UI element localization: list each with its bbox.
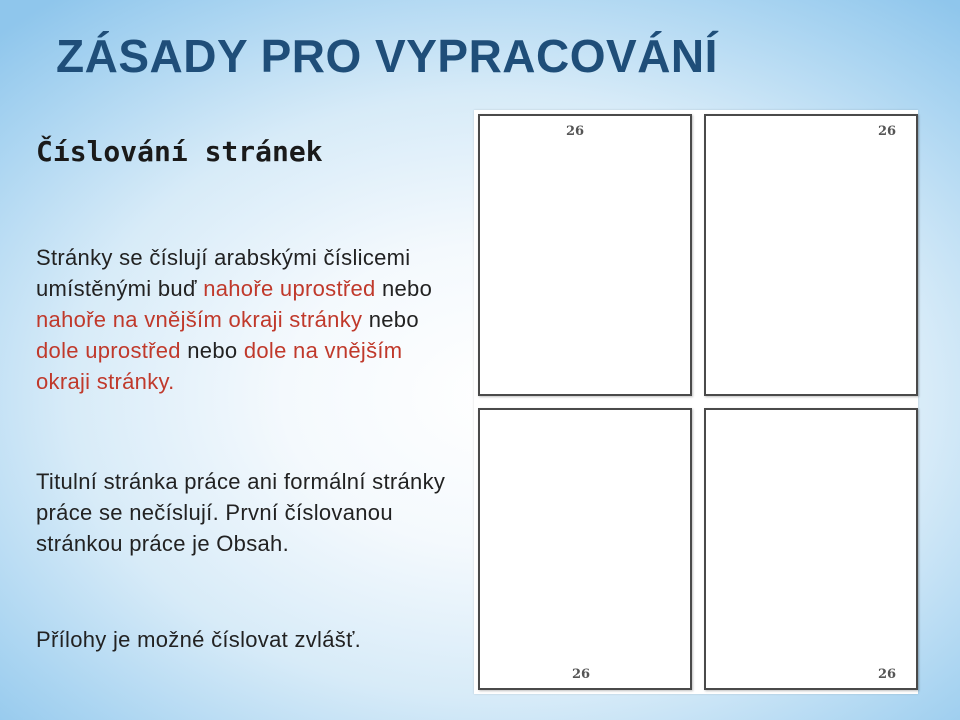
slide-title: ZÁSADY PRO VYPRACOVÁNÍ <box>56 30 718 82</box>
highlight-top-center: nahoře uprostřed <box>203 276 376 301</box>
paragraph-text: nebo <box>375 276 433 301</box>
slide-subtitle: Číslování stránek <box>36 135 323 168</box>
page-number: 26 <box>566 124 585 139</box>
highlight-bottom-outer: dole na vnějším okraji stránky. <box>36 338 403 394</box>
highlight-bottom-center: dole uprostřed <box>36 338 181 363</box>
paragraph-text: nebo <box>362 307 419 332</box>
page-bottom-left <box>478 408 692 690</box>
paragraph-text: Stránky se číslují arabskými číslicemi umístěnými buď <box>36 245 411 301</box>
page-number: 26 <box>878 667 897 682</box>
appendix-paragraph: Přílohy je možné číslovat zvlášť. <box>36 627 362 652</box>
page-number: 26 <box>572 667 591 682</box>
page-bottom-right <box>704 408 918 690</box>
paragraph-text: nebo <box>180 338 244 363</box>
page-numbering-paragraph <box>36 242 436 397</box>
highlight-top-outer: nahoře na vnějším okraji stránky <box>36 307 363 332</box>
page-top-left <box>478 114 692 396</box>
page-numbering-illustration <box>474 110 918 694</box>
page-number: 26 <box>878 124 897 139</box>
title-page-paragraph: Titulní stránka práce ani formální stránky práce se nečíslují. První číslovanou stránkou práce je Obsah. <box>36 469 446 556</box>
page-top-right <box>704 114 918 396</box>
